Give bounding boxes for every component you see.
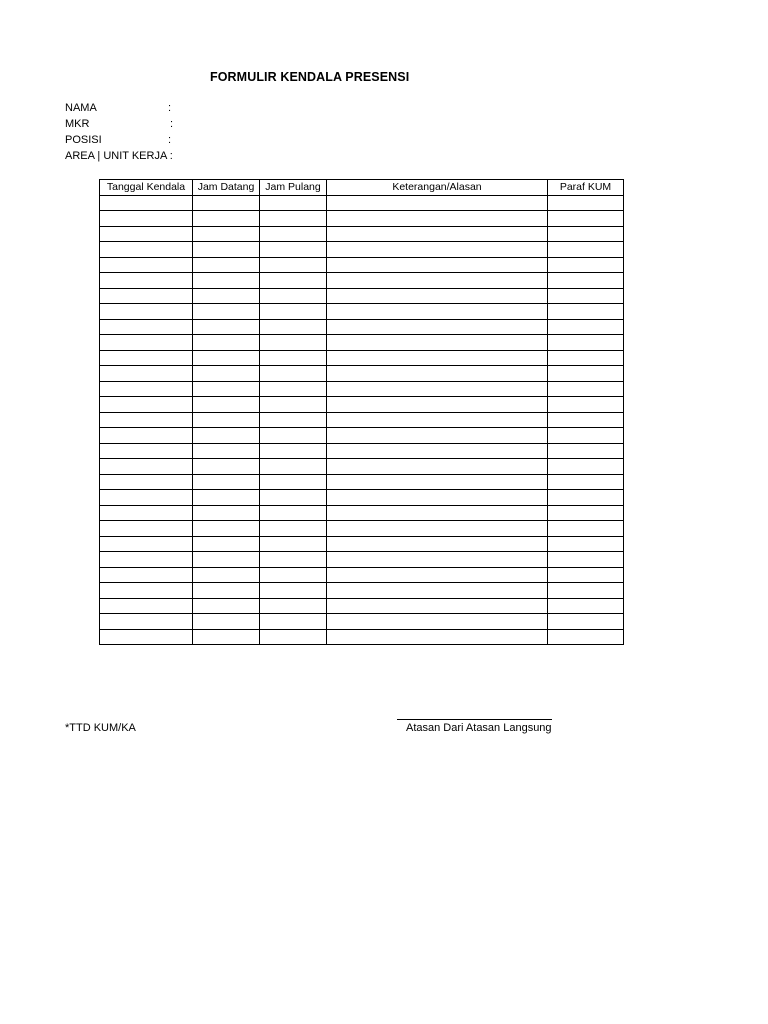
table-cell (260, 304, 327, 320)
table-cell (548, 257, 624, 273)
field-colon: : (168, 102, 172, 114)
table-cell (327, 288, 548, 304)
table-cell (260, 319, 327, 335)
table-row (100, 459, 624, 475)
table-cell (100, 335, 193, 351)
table-cell (193, 505, 260, 521)
table-row (100, 397, 624, 413)
table-cell (327, 459, 548, 475)
table-cell (260, 505, 327, 521)
table-cell (193, 490, 260, 506)
table-row (100, 567, 624, 583)
table-cell (260, 443, 327, 459)
table-cell (548, 583, 624, 599)
table-row (100, 521, 624, 537)
table-cell (548, 366, 624, 382)
table-cell (327, 242, 548, 258)
table-cell (193, 335, 260, 351)
table-cell (260, 490, 327, 506)
table-cell (260, 381, 327, 397)
table-cell (327, 381, 548, 397)
table-cell (100, 459, 193, 475)
table-cell (548, 521, 624, 537)
table-row (100, 366, 624, 382)
table-cell (327, 412, 548, 428)
table-cell (100, 211, 193, 227)
table-cell (193, 521, 260, 537)
table-row (100, 443, 624, 459)
table-cell (260, 242, 327, 258)
table-row (100, 273, 624, 289)
column-header-keterangan-alasan: Keterangan/Alasan (327, 180, 548, 196)
table-cell (327, 552, 548, 568)
table-cell (193, 567, 260, 583)
table-cell (193, 257, 260, 273)
table-cell (327, 428, 548, 444)
table-cell (193, 629, 260, 645)
table-row (100, 428, 624, 444)
table-cell (327, 226, 548, 242)
table-cell (260, 412, 327, 428)
table-cell (193, 195, 260, 211)
table-cell (327, 397, 548, 413)
table-cell (100, 288, 193, 304)
kendala-table (99, 179, 624, 645)
table-cell (193, 598, 260, 614)
field-mkr (65, 117, 174, 131)
table-cell (100, 412, 193, 428)
table-cell (548, 381, 624, 397)
table-body (100, 195, 624, 645)
table-row (100, 583, 624, 599)
field-area-unit-kerja (65, 149, 173, 163)
table-cell (193, 242, 260, 258)
table-cell (260, 335, 327, 351)
table-cell (260, 583, 327, 599)
table-cell (548, 211, 624, 227)
table-row (100, 505, 624, 521)
column-header-jam-pulang: Jam Pulang (260, 180, 327, 196)
table-cell (100, 273, 193, 289)
table-cell (260, 552, 327, 568)
table-cell (100, 242, 193, 258)
table-cell (100, 583, 193, 599)
table-cell (548, 629, 624, 645)
table-cell (327, 629, 548, 645)
table-row (100, 474, 624, 490)
table-cell (548, 490, 624, 506)
table-row (100, 288, 624, 304)
table-cell (193, 226, 260, 242)
table-cell (327, 335, 548, 351)
field-nama (65, 101, 172, 115)
table-cell (327, 350, 548, 366)
table-cell (100, 304, 193, 320)
field-label: AREA | UNIT KERJA : (65, 150, 173, 162)
table-row (100, 195, 624, 211)
table-cell (260, 397, 327, 413)
table-cell (260, 211, 327, 227)
column-header-tanggal-kendala: Tanggal Kendala (100, 180, 193, 196)
table-cell (548, 350, 624, 366)
table-cell (548, 242, 624, 258)
table-row (100, 536, 624, 552)
table-cell (548, 288, 624, 304)
table-cell (548, 505, 624, 521)
table-row (100, 552, 624, 568)
table-cell (548, 474, 624, 490)
table-cell (327, 304, 548, 320)
table-cell (327, 536, 548, 552)
table-cell (260, 273, 327, 289)
column-header-jam-datang: Jam Datang (193, 180, 260, 196)
table-row (100, 242, 624, 258)
table-cell (548, 567, 624, 583)
table-cell (260, 474, 327, 490)
table-row (100, 319, 624, 335)
table-row (100, 350, 624, 366)
field-label: MKR (65, 118, 90, 130)
table-cell (327, 521, 548, 537)
table-cell (193, 273, 260, 289)
column-header-paraf-kum: Paraf KUM (548, 180, 624, 196)
table-cell (327, 366, 548, 382)
table-cell (193, 443, 260, 459)
table-cell (327, 474, 548, 490)
table-cell (327, 505, 548, 521)
table-row (100, 598, 624, 614)
table-cell (100, 521, 193, 537)
table-cell (100, 443, 193, 459)
field-label: POSISI (65, 134, 102, 146)
table-cell (260, 288, 327, 304)
table-row (100, 381, 624, 397)
table-cell (100, 505, 193, 521)
table-cell (193, 288, 260, 304)
table-row (100, 304, 624, 320)
table-cell (100, 366, 193, 382)
table-cell (260, 195, 327, 211)
table-row (100, 335, 624, 351)
field-colon: : (168, 134, 172, 146)
table-cell (100, 257, 193, 273)
table-cell (327, 195, 548, 211)
table-cell (327, 583, 548, 599)
table-cell (548, 226, 624, 242)
table-cell (260, 521, 327, 537)
table-cell (100, 598, 193, 614)
table-cell (193, 428, 260, 444)
table-cell (548, 552, 624, 568)
signature-caption: Atasan Dari Atasan Langsung (406, 722, 552, 734)
table-cell (100, 490, 193, 506)
ttd-note: *TTD KUM/KA (65, 722, 136, 734)
table-cell (327, 443, 548, 459)
table-cell (193, 397, 260, 413)
table-cell (548, 459, 624, 475)
table-cell (260, 350, 327, 366)
table-row (100, 257, 624, 273)
table-cell (193, 536, 260, 552)
table-cell (193, 583, 260, 599)
table-cell (327, 598, 548, 614)
table-cell (548, 304, 624, 320)
table-cell (327, 614, 548, 630)
table-cell (548, 412, 624, 428)
table-cell (260, 614, 327, 630)
table-cell (548, 335, 624, 351)
table-cell (100, 552, 193, 568)
table-cell (100, 567, 193, 583)
table-cell (193, 412, 260, 428)
table-cell (327, 319, 548, 335)
table-cell (548, 273, 624, 289)
table-cell (193, 319, 260, 335)
field-posisi (65, 133, 172, 147)
table-row (100, 614, 624, 630)
table-cell (100, 428, 193, 444)
signature-line (397, 719, 552, 720)
table-cell (193, 211, 260, 227)
table-cell (193, 304, 260, 320)
table-cell (100, 319, 193, 335)
table-row (100, 211, 624, 227)
table-cell (193, 459, 260, 475)
table-cell (193, 614, 260, 630)
table-cell (548, 614, 624, 630)
table-cell (260, 428, 327, 444)
table-cell (327, 490, 548, 506)
table-cell (193, 474, 260, 490)
table-cell (100, 226, 193, 242)
table-cell (548, 443, 624, 459)
table-header-row (100, 180, 624, 196)
table-cell (100, 536, 193, 552)
page-title: FORMULIR KENDALA PRESENSI (210, 70, 410, 84)
table-cell (327, 567, 548, 583)
table-cell (260, 567, 327, 583)
table-cell (260, 257, 327, 273)
table-cell (100, 474, 193, 490)
table-cell (193, 552, 260, 568)
table-cell (548, 319, 624, 335)
table-cell (548, 598, 624, 614)
table-row (100, 629, 624, 645)
table-cell (260, 226, 327, 242)
table-cell (327, 273, 548, 289)
table-cell (260, 366, 327, 382)
table-cell (548, 428, 624, 444)
table-row (100, 490, 624, 506)
table-cell (100, 381, 193, 397)
table-cell (193, 366, 260, 382)
table-cell (260, 536, 327, 552)
field-label: NAMA (65, 102, 97, 114)
table-row (100, 226, 624, 242)
table-cell (100, 350, 193, 366)
field-colon: : (170, 118, 174, 130)
table-cell (548, 536, 624, 552)
table-cell (100, 614, 193, 630)
table-cell (260, 629, 327, 645)
table-row (100, 412, 624, 428)
table-cell (548, 397, 624, 413)
table-cell (260, 459, 327, 475)
table-cell (260, 598, 327, 614)
table-cell (548, 195, 624, 211)
table-cell (327, 257, 548, 273)
table-cell (193, 350, 260, 366)
table-cell (327, 211, 548, 227)
table-cell (193, 381, 260, 397)
table-cell (100, 195, 193, 211)
table-cell (100, 629, 193, 645)
table-cell (100, 397, 193, 413)
